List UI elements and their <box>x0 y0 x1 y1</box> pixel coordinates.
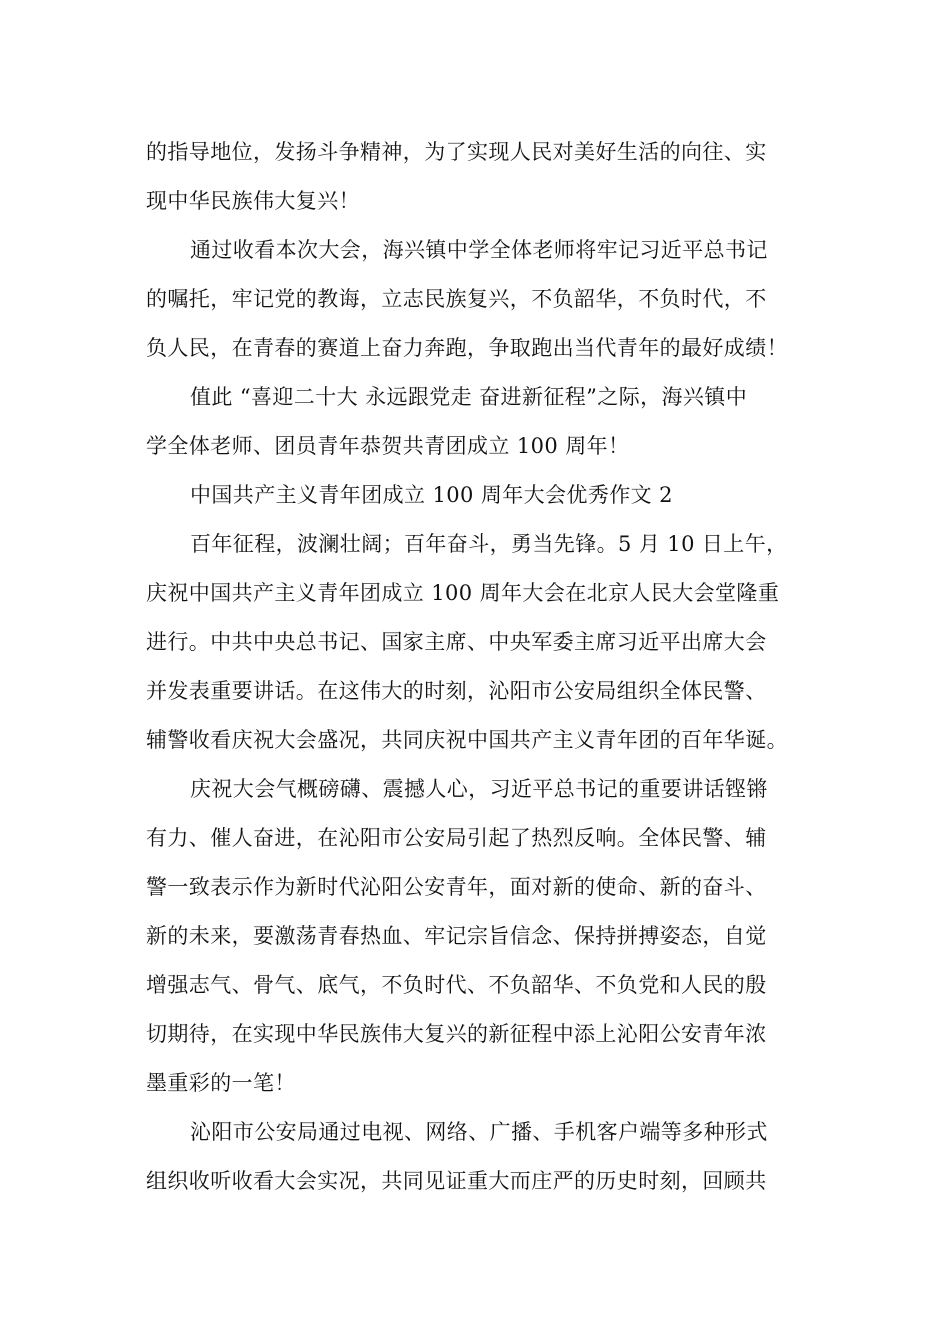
line: 的嘱托，牢记党的教诲，立志民族复兴，不负韶华，不负时代，不 <box>146 287 767 311</box>
line: 新的未来，要激荡青春热血、牢记宗旨信念、保持拼搏姿态，自觉 <box>146 924 767 948</box>
line: 沁阳市公安局通过电视、网络、广播、手机客户端等多种形式 <box>190 1120 768 1144</box>
paragraph-1 <box>146 128 808 226</box>
line: 并发表重要讲话。在这伟大的时刻，沁阳市公安局组织全体民警、 <box>146 679 767 703</box>
line: 学全体老师、团员青年恭贺共青团成立 100 周年！ <box>146 434 630 458</box>
line: 现中华民族伟大复兴！ <box>146 189 360 213</box>
line: 负人民，在青春的赛道上奋力奔跑，争取跑出当代青年的最好成绩！ <box>146 336 788 360</box>
paragraph-6 <box>146 1108 808 1206</box>
heading-text: 中国共产主义青年团成立 100 周年大会优秀作文 2 <box>190 483 673 507</box>
paragraph-4 <box>146 520 808 765</box>
line: 有力、催人奋进，在沁阳市公安局引起了热烈反响。全体民警、辅 <box>146 826 767 850</box>
paragraph-2 <box>146 226 808 373</box>
line: 辅警收看庆祝大会盛况，共同庆祝中国共产主义青年团的百年华诞。 <box>146 728 788 752</box>
section-heading <box>146 471 808 520</box>
line: 切期待，在实现中华民族伟大复兴的新征程中添上沁阳公安青年浓 <box>146 1022 767 1046</box>
paragraph-5 <box>146 765 808 1108</box>
line: 墨重彩的一笔！ <box>146 1071 296 1095</box>
document-body <box>146 128 808 1206</box>
line: 组织收听收看大会实况，共同见证重大而庄严的历史时刻，回顾共 <box>146 1169 767 1193</box>
line: 百年征程，波澜壮阔；百年奋斗，勇当先锋。5 月 10 日上午， <box>190 532 788 556</box>
line: 庆祝中国共产主义青年团成立 100 周年大会在北京人民大会堂隆重 <box>146 581 780 605</box>
line: 的指导地位，发扬斗争精神，为了实现人民对美好生活的向往、实 <box>146 140 767 164</box>
line: 警一致表示作为新时代沁阳公安青年，面对新的使命、新的奋斗、 <box>146 875 767 899</box>
line: 进行。中共中央总书记、国家主席、中央军委主席习近平出席大会 <box>146 630 767 654</box>
line: 值此 “喜迎二十大 永远跟党走 奋进新征程”之际，海兴镇中 <box>190 385 748 409</box>
paragraph-3 <box>146 373 808 471</box>
line: 通过收看本次大会，海兴镇中学全体老师将牢记习近平总书记 <box>190 238 768 262</box>
line: 庆祝大会气概磅礴、震撼人心，习近平总书记的重要讲话铿锵 <box>190 777 768 801</box>
line: 增强志气、骨气、底气，不负时代、不负韶华、不负党和人民的殷 <box>146 973 767 997</box>
